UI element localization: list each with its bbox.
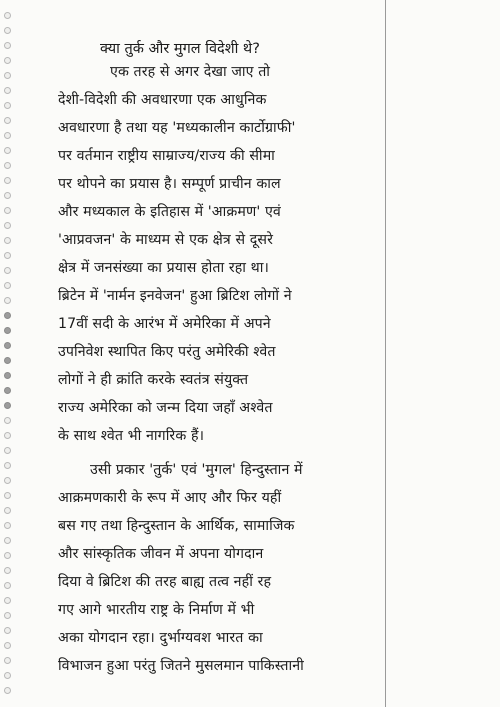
binder-hole [4, 297, 11, 304]
binder-hole [4, 597, 11, 604]
binder-hole [4, 267, 11, 274]
binder-hole [4, 537, 11, 544]
binder-hole [4, 12, 11, 19]
text-line: बस गए तथा हिन्दुस्तान के आर्थिक, सामाजिक [58, 518, 295, 534]
text-line: उसी प्रकार 'तुर्क' एवं 'मुगल' हिन्दुस्तान में [90, 462, 303, 478]
binder-hole [4, 207, 11, 214]
binder-hole [4, 687, 11, 694]
binder-hole [4, 312, 11, 319]
text-line: और मध्यकाल के इतिहास में 'आक्रमण' एवं [58, 204, 281, 220]
binder-hole [4, 672, 11, 679]
margin-line [385, 0, 386, 707]
binder-hole [4, 417, 11, 424]
binder-hole [4, 342, 11, 349]
binder-hole [4, 402, 11, 409]
binder-hole [4, 27, 11, 34]
binder-hole [4, 432, 11, 439]
binder-hole [4, 642, 11, 649]
binder-hole [4, 492, 11, 499]
text-line: राज्य अमेरिका को जन्म दिया जहाँ अश्वेत [58, 400, 273, 416]
binder-hole [4, 147, 11, 154]
binder-hole [4, 57, 11, 64]
binder-hole [4, 252, 11, 259]
binder-hole [4, 42, 11, 49]
binder-hole [4, 612, 11, 619]
page-title: क्या तुर्क और मुगल विदेशी थे? [100, 41, 260, 57]
binder-hole [4, 282, 11, 289]
binder-hole [4, 357, 11, 364]
binder-hole [4, 507, 11, 514]
binder-hole [4, 552, 11, 559]
text-line: अवधारणा है तथा यह 'मध्यकालीन कार्टोग्राफी' [58, 120, 296, 136]
binder-hole [4, 477, 11, 484]
text-line: और सांस्कृतिक जीवन में अपना योगदान [58, 546, 264, 562]
binder-hole [4, 522, 11, 529]
binder-hole [4, 177, 11, 184]
binder-hole [4, 237, 11, 244]
binder-hole [4, 102, 11, 109]
text-line: लोगों ने ही क्रांति करके स्वतंत्र संयुक्त [58, 372, 249, 388]
text-line: उपनिवेश स्थापित किए परंतु अमेरिकी श्वेत [58, 344, 276, 360]
binder-hole [4, 192, 11, 199]
binder-hole [4, 327, 11, 334]
binder-hole [4, 132, 11, 139]
binder-hole [4, 372, 11, 379]
binder-hole [4, 222, 11, 229]
binder-holes [0, 0, 16, 707]
binder-hole [4, 627, 11, 634]
text-line: पर थोपने का प्रयास है। सम्पूर्ण प्राचीन काल [58, 176, 281, 192]
binder-hole [4, 657, 11, 664]
text-line: देशी-विदेशी की अवधारणा एक आधुनिक [58, 92, 267, 108]
text-line: एक तरह से अगर देखा जाए तो [110, 64, 271, 80]
text-line: पर वर्तमान राष्ट्रीय साम्राज्य/राज्य की सीमा [58, 148, 275, 164]
binder-hole [4, 387, 11, 394]
binder-hole [4, 447, 11, 454]
text-line: विभाजन हुआ परंतु जितने मुसलमान पाकिस्तानी [58, 658, 304, 674]
text-line: अका योगदान रहा। दुर्भाग्यवश भारत का [58, 630, 263, 646]
text-line: दिया वे ब्रिटिश की तरह बाह्य तत्व नहीं रह [58, 574, 272, 590]
binder-hole [4, 582, 11, 589]
text-line: 17वीं सदी के आरंभ में अमेरिका में अपने [58, 316, 271, 332]
binder-hole [4, 462, 11, 469]
text-line: गए आगे भारतीय राष्ट्र के निर्माण में भी [58, 602, 255, 618]
text-line: 'आप्रवजन' के माध्यम से एक क्षेत्र से दूसरे [58, 232, 273, 248]
text-line: ब्रिटेन में 'नार्मन इनवेजन' हुआ ब्रिटिश लोगों ने [58, 288, 292, 304]
binder-hole [4, 87, 11, 94]
binder-hole [4, 117, 11, 124]
text-line: के साथ श्वेत भी नागरिक हैं। [58, 428, 205, 444]
binder-hole [4, 162, 11, 169]
binder-hole [4, 72, 11, 79]
text-line: क्षेत्र में जनसंख्या का प्रयास होता रहा था। [58, 260, 269, 276]
binder-hole [4, 567, 11, 574]
text-line: आक्रमणकारी के रूप में आए और फिर यहीं [58, 490, 282, 506]
